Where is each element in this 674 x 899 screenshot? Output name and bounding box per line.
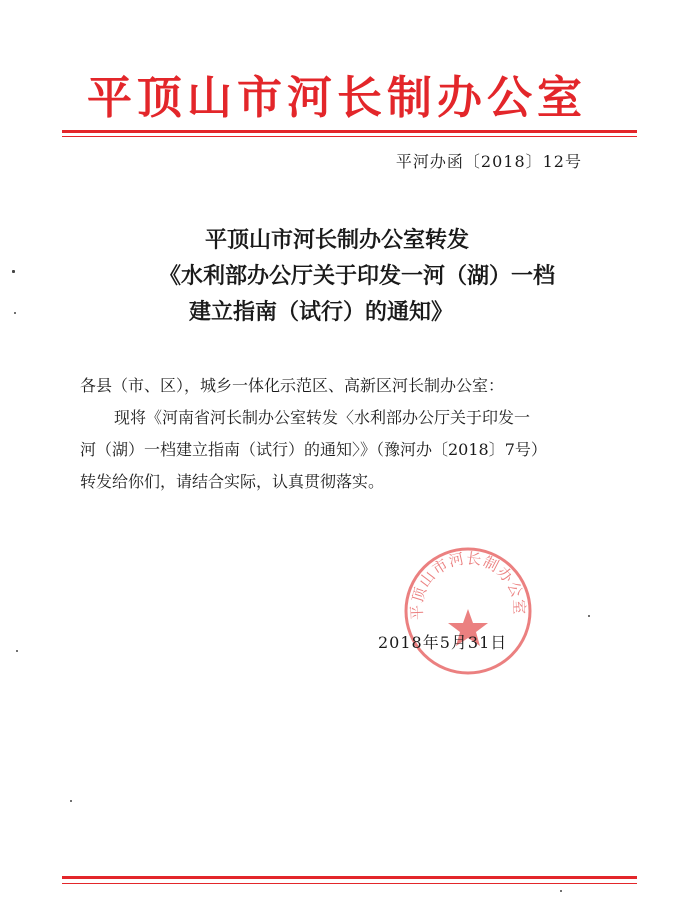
title-line: 平顶山市河长制办公室转发 (204, 227, 469, 253)
masthead-rule-thick (62, 130, 637, 133)
scan-speck (560, 890, 562, 892)
official-seal-stamp (402, 545, 534, 677)
title-line: 建立指南（试行）的通知》 (188, 299, 453, 325)
body-line: 河（湖）一档建立指南（试行）的通知〉》（豫河办〔2018〕7号） (80, 440, 547, 459)
scan-speck (14, 312, 16, 314)
salutation: 各县（市、区），城乡一体化示范区、高新区河长制办公室： (80, 376, 505, 395)
scan-speck (12, 270, 15, 273)
footer-rule-thin (62, 883, 637, 884)
title-line: 《水利部办公厅关于印发一河（湖）一档 (158, 263, 555, 289)
masthead-rule-thin (62, 136, 637, 137)
seal-text: 平顶山市河长制办公室 (407, 549, 529, 621)
document-title (0, 222, 674, 330)
body-line: 转发给你们，请结合实际，认真贯彻落实。 (80, 472, 385, 491)
masthead-title: 平顶山市河长制办公室 (86, 71, 587, 124)
scan-speck (588, 615, 590, 617)
footer-rule-thick (62, 876, 637, 879)
scan-speck (16, 650, 18, 652)
document-body (80, 370, 600, 498)
scan-speck (70, 800, 72, 802)
document-number: 平河办函〔2018〕12号 (395, 152, 582, 171)
document-date: 2018年5月31日 (378, 633, 508, 652)
body-line: 现将《河南省河长制办公室转发〈水利部办公厅关于印发一 (114, 408, 531, 427)
